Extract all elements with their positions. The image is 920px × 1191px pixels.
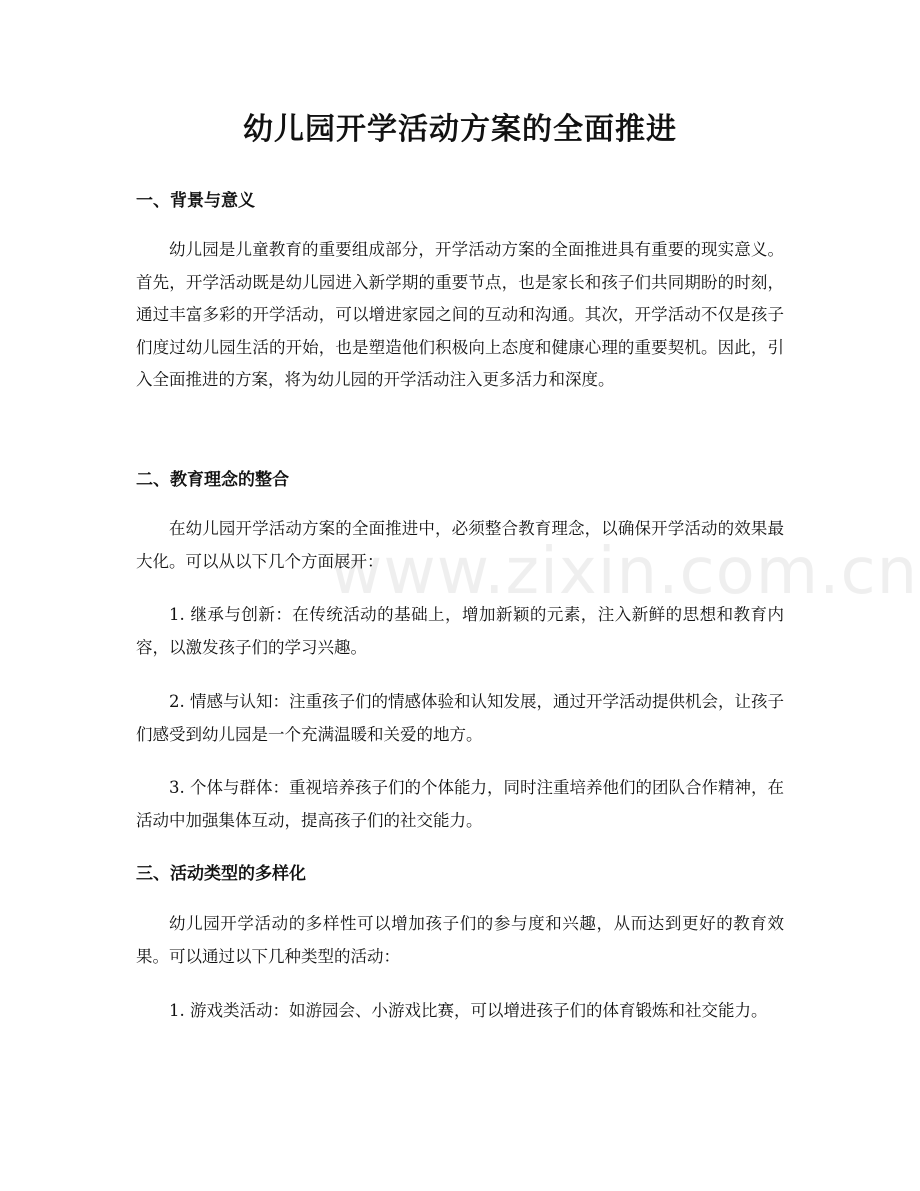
list-item-inherit-innovate: 1. 继承与创新：在传统活动的基础上，增加新颖的元素，注入新鲜的思想和教育内容，以激发孩子们的学习兴趣。 — [136, 605, 784, 657]
section-heading-background: 一、背景与意义 — [136, 191, 255, 211]
document-title: 幼儿园开学活动方案的全面推进 — [243, 112, 677, 147]
list-item-game-activities: 1. 游戏类活动：如游园会、小游戏比赛，可以增进孩子们的体育锻炼和社交能力。 — [169, 1001, 768, 1020]
list-item-individual-group: 3. 个体与群体：重视培养孩子们的个体能力，同时注重培养他们的团队合作精神，在活动中加强集体互动，提高孩子们的社交能力。 — [136, 778, 784, 830]
paragraph-background: 幼儿园是儿童教育的重要组成部分，开学活动方案的全面推进具有重要的现实意义。首先，开学活动既是幼儿园进入新学期的重要节点，也是家长和孩子们共同期盼的时刻，通过丰富多彩的开学活动，可以增进家园之间的互动和沟通。其次，开学活动不仅是孩子们度过幼儿园生活的开始，也是塑造他们积极向上态度和健康心理的重要契机。因此，引入全面推进的方案，将为幼儿园的开学活动注入更多活力和深度。 — [136, 240, 784, 389]
list-item-emotion-cognition: 2. 情感与认知：注重孩子们的情感体验和认知发展，通过开学活动提供机会，让孩子们感受到幼儿园是一个充满温暖和关爱的地方。 — [136, 692, 784, 744]
section-heading-activity-types: 三、活动类型的多样化 — [136, 864, 306, 884]
paragraph-philosophy-intro: 在幼儿园开学活动方案的全面推进中，必须整合教育理念，以确保开学活动的效果最大化。可以从以下几个方面展开： — [136, 519, 784, 571]
watermark: www.zixin.com.cn — [330, 535, 919, 609]
section-heading-philosophy: 二、教育理念的整合 — [136, 470, 289, 490]
paragraph-activity-types-intro: 幼儿园开学活动的多样性可以增加孩子们的参与度和兴趣，从而达到更好的教育效果。可以通过以下几种类型的活动： — [136, 914, 784, 966]
